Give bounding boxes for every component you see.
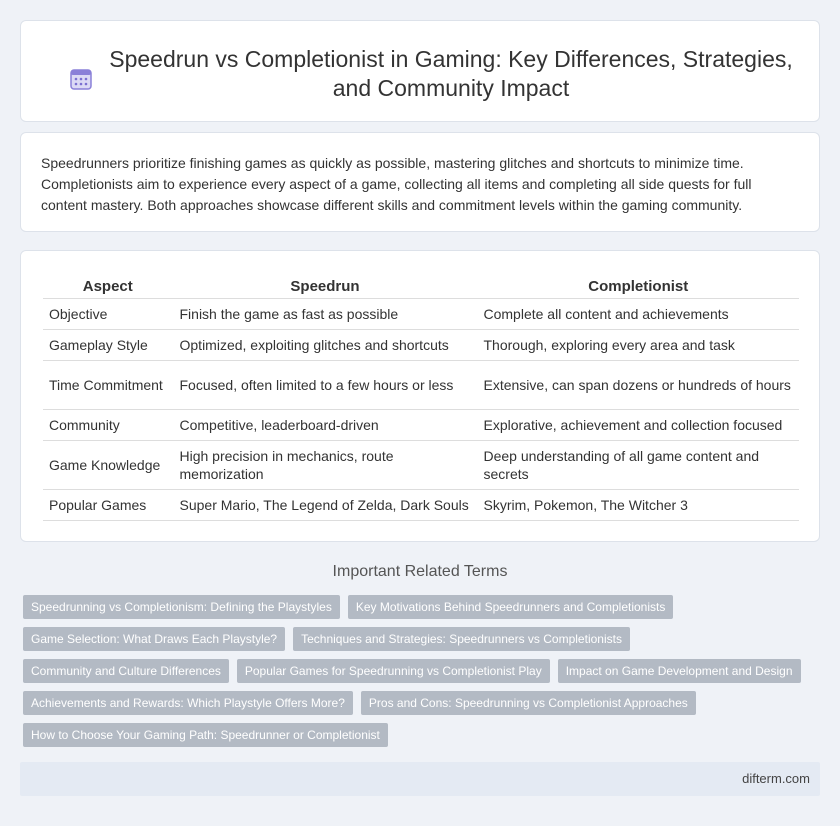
row-completionist: Explorative, achievement and collection focused: [477, 409, 799, 440]
table-row: [43, 298, 799, 329]
title-card: [20, 20, 820, 122]
calendar-grid-icon: [69, 67, 93, 91]
footer-bar: [20, 762, 820, 796]
table-row: [43, 409, 799, 440]
header-aspect: Aspect: [43, 276, 173, 298]
row-aspect: Objective: [43, 298, 173, 329]
row-speedrun: High precision in mechanics, route memorization: [173, 440, 477, 489]
footer-site-name[interactable]: difterm.com: [742, 771, 810, 786]
row-aspect: Popular Games: [43, 489, 173, 520]
row-speedrun: Optimized, exploiting glitches and shortcuts: [173, 329, 477, 360]
intro-paragraph: Speedrunners prioritize finishing games as quickly as possible, mastering glitches and shortcuts to minimize time. Completionists aim to experience every aspect of a game, collecting all items and completing all side quests for full content mastery. Both approaches showcase different skills and commitment levels within the gaming community.: [41, 155, 752, 213]
row-aspect: Community: [43, 409, 173, 440]
table-header-row: [43, 276, 799, 298]
related-term-tag[interactable]: Community and Culture Differences: [23, 659, 229, 683]
header-completionist: Completionist: [477, 276, 799, 298]
row-aspect: Gameplay Style: [43, 329, 173, 360]
page-title: Speedrun vs Completionist in Gaming: Key Differences, Strategies, and Community Impact: [109, 46, 793, 101]
table-row: [43, 360, 799, 409]
row-speedrun: Finish the game as fast as possible: [173, 298, 477, 329]
header-speedrun: Speedrun: [173, 276, 477, 298]
row-speedrun: Focused, often limited to a few hours or less: [173, 360, 477, 409]
table-row: [43, 329, 799, 360]
row-completionist: Complete all content and achievements: [477, 298, 799, 329]
row-completionist: Extensive, can span dozens or hundreds of hours: [477, 360, 799, 409]
table-row: [43, 489, 799, 520]
related-term-tag[interactable]: Techniques and Strategies: Speedrunners vs Completionists: [293, 627, 630, 651]
row-speedrun: Super Mario, The Legend of Zelda, Dark Souls: [173, 489, 477, 520]
related-terms-heading: Important Related Terms: [332, 563, 508, 580]
row-speedrun: Competitive, leaderboard-driven: [173, 409, 477, 440]
related-terms-list: [23, 595, 823, 755]
related-term-tag[interactable]: Speedrunning vs Completionism: Defining the Playstyles: [23, 595, 340, 619]
related-term-tag[interactable]: Achievements and Rewards: Which Playstyle Offers More?: [23, 691, 353, 715]
comparison-table-card: [20, 250, 820, 542]
row-completionist: Skyrim, Pokemon, The Witcher 3: [477, 489, 799, 520]
related-term-tag[interactable]: Key Motivations Behind Speedrunners and Completionists: [348, 595, 674, 619]
row-aspect: Game Knowledge: [43, 440, 173, 489]
row-completionist: Deep understanding of all game content and secrets: [477, 440, 799, 489]
table-row: [43, 440, 799, 489]
row-completionist: Thorough, exploring every area and task: [477, 329, 799, 360]
intro-card: [20, 132, 820, 232]
related-term-tag[interactable]: Game Selection: What Draws Each Playstyle?: [23, 627, 285, 651]
related-term-tag[interactable]: How to Choose Your Gaming Path: Speedrunner or Completionist: [23, 723, 388, 747]
related-term-tag[interactable]: Impact on Game Development and Design: [558, 659, 801, 683]
comparison-table: [43, 276, 799, 521]
related-term-tag[interactable]: Popular Games for Speedrunning vs Completionist Play: [237, 659, 550, 683]
row-aspect: Time Commitment: [43, 360, 173, 409]
related-term-tag[interactable]: Pros and Cons: Speedrunning vs Completionist Approaches: [361, 691, 696, 715]
